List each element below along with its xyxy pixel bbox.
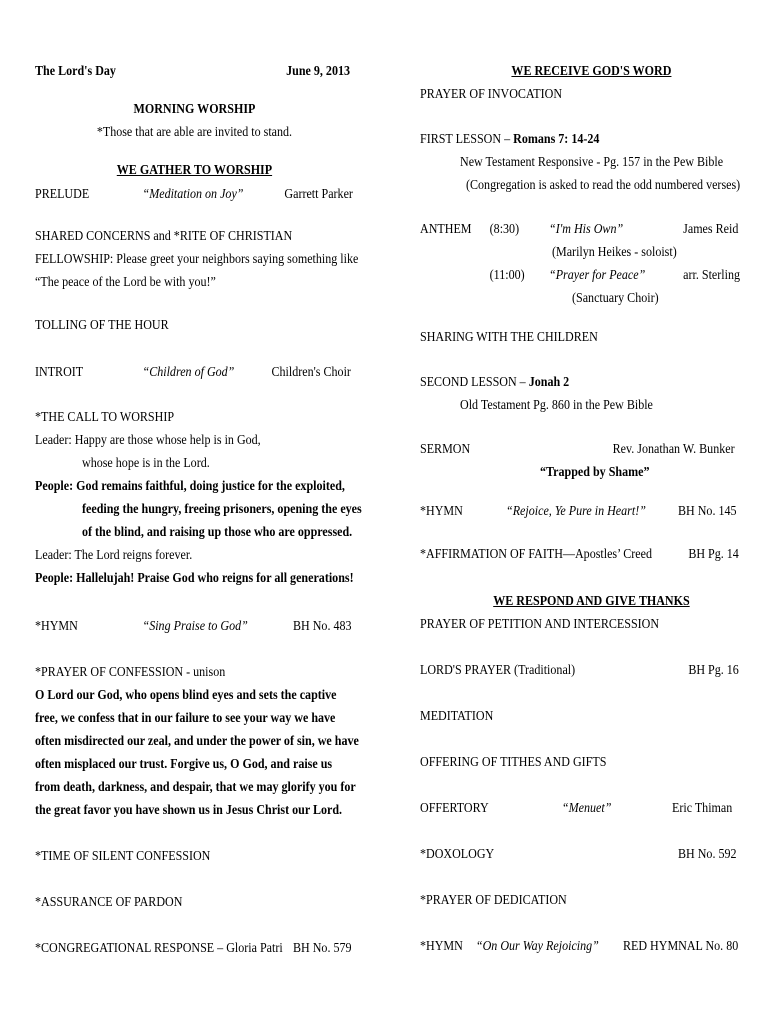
anthem-title-2: “Prayer for Peace” (549, 268, 646, 283)
anthem-note-1: (Marilyn Heikes - soloist) (552, 245, 677, 260)
hymn3-number: RED HYMNAL No. 80 (622, 939, 739, 954)
children-sharing: SHARING WITH THE CHILDREN (420, 330, 598, 345)
call-people-4 (35, 570, 353, 588)
second-lesson-ref: Jonah 2 (528, 375, 570, 390)
call-people-1 (35, 478, 353, 496)
confession-line-4: often misplaced our trust. Forgive us, O God, and raise us (35, 757, 333, 772)
people-text: : God remains faithful, doing justice for the exploited, (69, 479, 345, 494)
first-lesson-ref: Romans 7: 14-24 (513, 132, 600, 147)
assurance-of-pardon: *ASSURANCE OF PARDON (35, 895, 183, 910)
petition: PRAYER OF PETITION AND INTERCESSION (420, 617, 660, 632)
first-lesson-note-1: New Testament Responsive - Pg. 157 in the Pew Bible (460, 155, 724, 170)
shared-concerns-1: SHARED CONCERNS and *RITE OF CHRISTIAN (35, 229, 293, 244)
people-label: People (35, 479, 70, 494)
anthem-time-2: (11:00) (489, 268, 525, 283)
morning-worship-title: MORNING WORSHIP (133, 102, 255, 117)
affirmation-number: BH Pg. 14 (688, 547, 739, 562)
hymn1-title: “Sing Praise to God” (142, 619, 248, 634)
anthem-label: ANTHEM (420, 222, 472, 237)
hymn1-label: *HYMN (35, 619, 78, 634)
response-label: *CONGREGATIONAL RESPONSE – Gloria Patri (35, 941, 283, 956)
offering: OFFERING OF TITHES AND GIFTS (420, 755, 607, 770)
lords-prayer-label: LORD'S PRAYER (Traditional) (420, 663, 576, 678)
anthem-time-1: (8:30) (489, 222, 520, 237)
second-lesson (420, 374, 738, 392)
people-text: : Hallelujah! Praise God who reigns for all generations! (69, 571, 354, 586)
anthem-composer-2: arr. Sterling (683, 268, 741, 283)
call-leader-2: whose hope is in the Lord. (82, 456, 210, 471)
section-respond: WE RESPOND AND GIVE THANKS (493, 594, 690, 609)
dedication: *PRAYER OF DEDICATION (420, 893, 567, 908)
shared-concerns-2: FELLOWSHIP: Please greet your neighbors saying something like (35, 252, 359, 267)
introit-performer: Children's Choir (271, 365, 351, 380)
first-lesson (420, 131, 738, 149)
offertory-composer: Eric Thiman (671, 801, 733, 816)
section-gather: WE GATHER TO WORSHIP (116, 163, 272, 178)
introit-label: INTROIT (35, 365, 84, 380)
hymn2-title: “Rejoice, Ye Pure in Heart!” (506, 504, 646, 519)
anthem-note-2: (Sanctuary Choir) (572, 291, 659, 306)
call-people-3: of the blind, and raising up those who are oppressed. (82, 525, 353, 540)
confession-line-5: from death, darkness, and despair, that we may glorify you for (35, 780, 356, 795)
tolling: TOLLING OF THE HOUR (35, 318, 169, 333)
hymn2-number: BH No. 145 (678, 504, 737, 519)
anthem-title-1: “I'm His Own” (549, 222, 624, 237)
first-lesson-label: FIRST LESSON – (420, 132, 514, 147)
affirmation-label: *AFFIRMATION OF FAITH—Apostles’ Creed (420, 547, 652, 562)
offertory-title: “Menuet” (561, 801, 612, 816)
hymn3-label: *HYMN (420, 939, 463, 954)
sermon-label: SERMON (420, 442, 471, 457)
lords-prayer-number: BH Pg. 16 (688, 663, 739, 678)
sermon-preacher: Rev. Jonathan W. Bunker (612, 442, 735, 457)
call-people-2: feeding the hungry, freeing prisoners, opening the eyes (82, 502, 362, 517)
introit-title: “Children of God” (142, 365, 235, 380)
call-heading: *THE CALL TO WORSHIP (35, 410, 175, 425)
confession-heading: *PRAYER OF CONFESSION - unison (35, 665, 226, 680)
confession-line-2: free, we confess that in our failure to see your way we have (35, 711, 336, 726)
call-leader-3: Leader: The Lord reigns forever. (35, 548, 193, 563)
second-lesson-label: SECOND LESSON – (420, 375, 529, 390)
call-leader-1: Leader: Happy are those whose help is in God, (35, 433, 261, 448)
doxology-label: *DOXOLOGY (420, 847, 495, 862)
doxology-number: BH No. 592 (678, 847, 737, 862)
response-number: BH No. 579 (293, 941, 352, 956)
second-lesson-note: Old Testament Pg. 860 in the Pew Bible (460, 398, 653, 413)
section-receive: WE RECEIVE GOD'S WORD (511, 64, 672, 79)
meditation: MEDITATION (420, 709, 494, 724)
anthem-composer-1: James Reid (683, 222, 739, 237)
confession-line-1: O Lord our God, who opens blind eyes and sets the captive (35, 688, 337, 703)
hymn3-title: “On Our Way Rejoicing” (475, 939, 599, 954)
invocation: PRAYER OF INVOCATION (420, 87, 563, 102)
people-label: People (35, 571, 70, 586)
sermon-title: “Trapped by Shame” (540, 465, 650, 480)
header-left: The Lord's Day (35, 64, 116, 79)
header-date: June 9, 2013 (286, 64, 351, 79)
confession-line-6: the great favor you have shown us in Jesus Christ our Lord. (35, 803, 343, 818)
shared-concerns-3: “The peace of the Lord be with you!” (35, 275, 216, 290)
confession-line-3: often misdirected our zeal, and under the power of sin, we have (35, 734, 359, 749)
first-lesson-note-2: (Congregation is asked to read the odd numbered verses) (466, 178, 741, 193)
prelude-composer: Garrett Parker (284, 187, 353, 202)
prelude-title: “Meditation on Joy” (142, 187, 244, 202)
hymn1-number: BH No. 483 (293, 619, 352, 634)
stand-note: *Those that are able are invited to stand. (96, 125, 292, 140)
hymn2-label: *HYMN (420, 504, 463, 519)
silent-confession: *TIME OF SILENT CONFESSION (35, 849, 211, 864)
prelude-label: PRELUDE (35, 187, 90, 202)
offertory-label: OFFERTORY (420, 801, 489, 816)
